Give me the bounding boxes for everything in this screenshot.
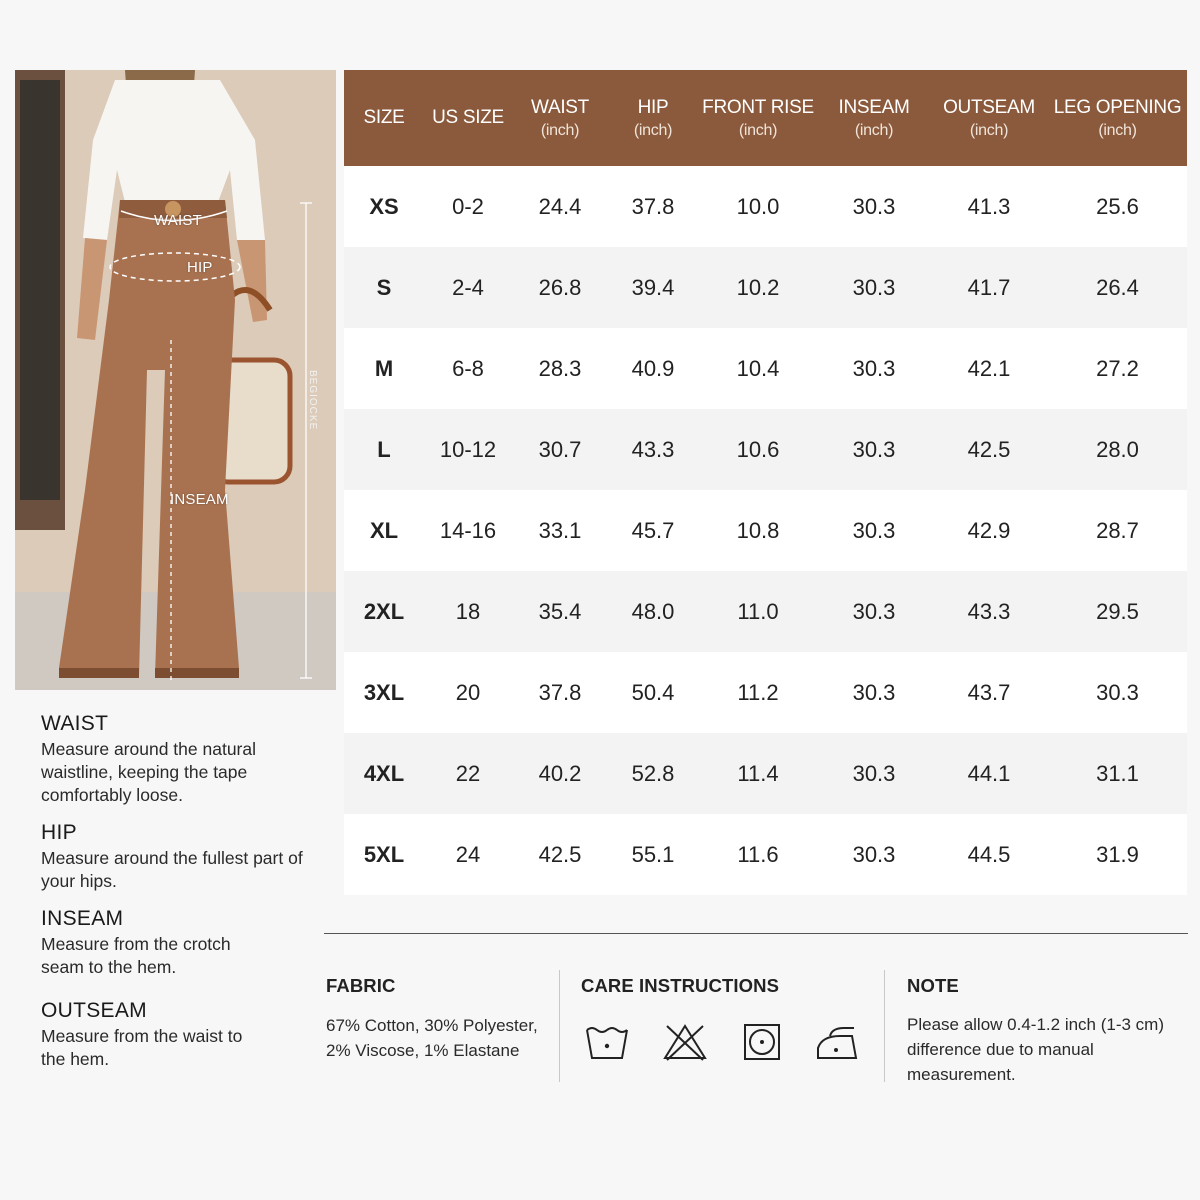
header-leg-opening: LEG OPENING (inch): [1053, 96, 1182, 139]
cell-front-rise: 10.4: [736, 355, 780, 381]
cell-front-rise: 11.0: [737, 598, 779, 624]
wash-30-icon: [584, 1022, 630, 1062]
section-divider: [324, 933, 1188, 934]
header-inseam: INSEAM (inch): [838, 96, 910, 139]
cell-waist: 33.1: [538, 517, 582, 543]
table-header-row: [344, 70, 1187, 166]
photo-label-hip: HIP: [187, 259, 213, 276]
cell-outseam: 44.1: [967, 760, 1011, 786]
cell-leg-opening: 29.5: [1096, 598, 1139, 624]
fabric-line: 2% Viscose, 1% Elastane: [326, 1041, 520, 1060]
guide-text: Measure around the natural waistline, keeping the tape comfortably loose.: [41, 739, 256, 805]
table-row: [344, 571, 1187, 652]
photo-label-waist: WAIST: [154, 212, 202, 229]
cell-us-size: 2-4: [452, 274, 484, 300]
guide-title: HIP: [41, 821, 77, 844]
guide-inseam: [41, 907, 331, 979]
header-hip: HIP (inch): [633, 96, 673, 139]
note-line: difference due to manual: [907, 1040, 1094, 1059]
cell-waist: 30.7: [538, 436, 582, 462]
size-chart: [344, 70, 1187, 895]
guide-waist: [41, 712, 331, 807]
cell-waist: 37.8: [538, 679, 582, 705]
table-row: [344, 490, 1187, 571]
cell-waist: 24.4: [538, 193, 582, 219]
cell-us-size: 18: [455, 598, 481, 624]
note-text: [907, 1012, 1164, 1087]
guide-outseam: [41, 999, 331, 1071]
cell-size: XS: [369, 193, 399, 219]
cell-us-size: 0-2: [452, 193, 484, 219]
cell-front-rise: 10.0: [736, 193, 780, 219]
fabric-composition: [326, 1013, 538, 1063]
cell-hip: 45.7: [631, 517, 675, 543]
cell-inseam: 30.3: [852, 841, 896, 867]
cell-front-rise: 10.8: [736, 517, 780, 543]
do-not-bleach-icon: [662, 1022, 708, 1062]
cell-leg-opening: 30.3: [1096, 679, 1139, 705]
cell-outseam: 42.5: [967, 436, 1011, 462]
cell-outseam: 41.7: [967, 274, 1011, 300]
cell-outseam: 41.3: [967, 193, 1011, 219]
cell-inseam: 30.3: [852, 760, 896, 786]
column-separator: [884, 970, 885, 1082]
table-row: [344, 247, 1187, 328]
photo-label-inseam: INSEAM: [170, 491, 229, 508]
cell-leg-opening: 28.0: [1096, 436, 1139, 462]
cell-leg-opening: 31.9: [1096, 841, 1139, 867]
table-row: [344, 652, 1187, 733]
table-row: [344, 166, 1187, 247]
cell-hip: 52.8: [631, 760, 675, 786]
cell-inseam: 30.3: [852, 193, 896, 219]
care-icons: [582, 1022, 862, 1068]
cell-us-size: 6-8: [452, 355, 484, 381]
cell-us-size: 20: [455, 679, 481, 705]
cell-waist: 26.8: [538, 274, 582, 300]
cell-waist: 28.3: [538, 355, 582, 381]
cell-front-rise: 10.2: [736, 274, 780, 300]
cell-leg-opening: 26.4: [1096, 274, 1139, 300]
cell-size: 5XL: [363, 841, 405, 867]
model-illustration: [15, 70, 336, 690]
cell-leg-opening: 27.2: [1096, 355, 1139, 381]
cell-inseam: 30.3: [852, 517, 896, 543]
cell-inseam: 30.3: [852, 436, 896, 462]
guide-text: Measure from the waist to the hem.: [41, 1026, 243, 1069]
cell-us-size: 10-12: [439, 436, 497, 462]
cell-us-size: 22: [455, 760, 481, 786]
cell-us-size: 24: [455, 841, 481, 867]
cell-leg-opening: 28.7: [1096, 517, 1139, 543]
cell-leg-opening: 31.1: [1096, 760, 1139, 786]
cell-front-rise: 10.6: [736, 436, 780, 462]
cell-inseam: 30.3: [852, 679, 896, 705]
guide-hip: [41, 821, 331, 893]
fabric-line: 67% Cotton, 30% Polyester,: [326, 1016, 538, 1035]
guide-title: INSEAM: [41, 907, 124, 930]
header-waist: WAIST (inch): [531, 96, 589, 139]
guide-text: Measure around the fullest part of your hips.: [41, 848, 303, 891]
brand-watermark: BEGIOCKE: [307, 370, 318, 431]
cell-size: L: [377, 436, 391, 462]
cell-outseam: 43.3: [967, 598, 1011, 624]
table-row: [344, 733, 1187, 814]
cell-hip: 39.4: [631, 274, 675, 300]
cell-hip: 43.3: [631, 436, 675, 462]
column-separator: [559, 970, 560, 1082]
iron-low-icon: [814, 1022, 862, 1062]
guide-title: WAIST: [41, 712, 109, 735]
cell-size: 2XL: [363, 598, 405, 624]
cell-front-rise: 11.6: [737, 841, 779, 867]
cell-outseam: 43.7: [967, 679, 1011, 705]
table-row: [344, 814, 1187, 895]
cell-hip: 55.1: [631, 841, 675, 867]
cell-front-rise: 11.2: [737, 679, 779, 705]
cell-inseam: 30.3: [852, 355, 896, 381]
cell-hip: 50.4: [631, 679, 675, 705]
cell-waist: 42.5: [538, 841, 582, 867]
model-photo: [15, 70, 336, 690]
cell-outseam: 44.5: [967, 841, 1011, 867]
cell-size: XL: [369, 517, 399, 543]
table-row: [344, 328, 1187, 409]
cell-outseam: 42.1: [967, 355, 1011, 381]
header-outseam: OUTSEAM (inch): [943, 96, 1035, 139]
cell-outseam: 42.9: [967, 517, 1011, 543]
cell-leg-opening: 25.6: [1096, 193, 1139, 219]
header-front-rise: FRONT RISE (inch): [702, 96, 814, 139]
care-title: CARE INSTRUCTIONS: [581, 975, 780, 996]
cell-waist: 40.2: [538, 760, 582, 786]
guide-title: OUTSEAM: [41, 999, 147, 1022]
cell-inseam: 30.3: [852, 274, 896, 300]
note-title: NOTE: [907, 975, 959, 996]
fabric-title: FABRIC: [326, 975, 396, 996]
header-us-size: US SIZE: [432, 107, 504, 128]
cell-size: S: [376, 274, 392, 300]
cell-hip: 40.9: [631, 355, 675, 381]
note-line: Please allow 0.4-1.2 inch (1-3 cm): [907, 1015, 1165, 1034]
cell-size: 4XL: [363, 760, 405, 786]
note-line: measurement.: [907, 1065, 1016, 1084]
size-table: [344, 70, 1187, 895]
cell-size: M: [374, 355, 394, 381]
cell-hip: 48.0: [631, 598, 675, 624]
cell-inseam: 30.3: [852, 598, 896, 624]
tumble-dry-low-icon: [742, 1022, 782, 1062]
guide-text: Measure from the crotch seam to the hem.: [41, 934, 231, 977]
cell-hip: 37.8: [631, 193, 675, 219]
header-size: SIZE: [363, 107, 405, 128]
cell-size: 3XL: [363, 679, 405, 705]
cell-us-size: 14-16: [439, 517, 497, 543]
cell-waist: 35.4: [538, 598, 582, 624]
table-row: [344, 409, 1187, 490]
cell-front-rise: 11.4: [737, 760, 779, 786]
